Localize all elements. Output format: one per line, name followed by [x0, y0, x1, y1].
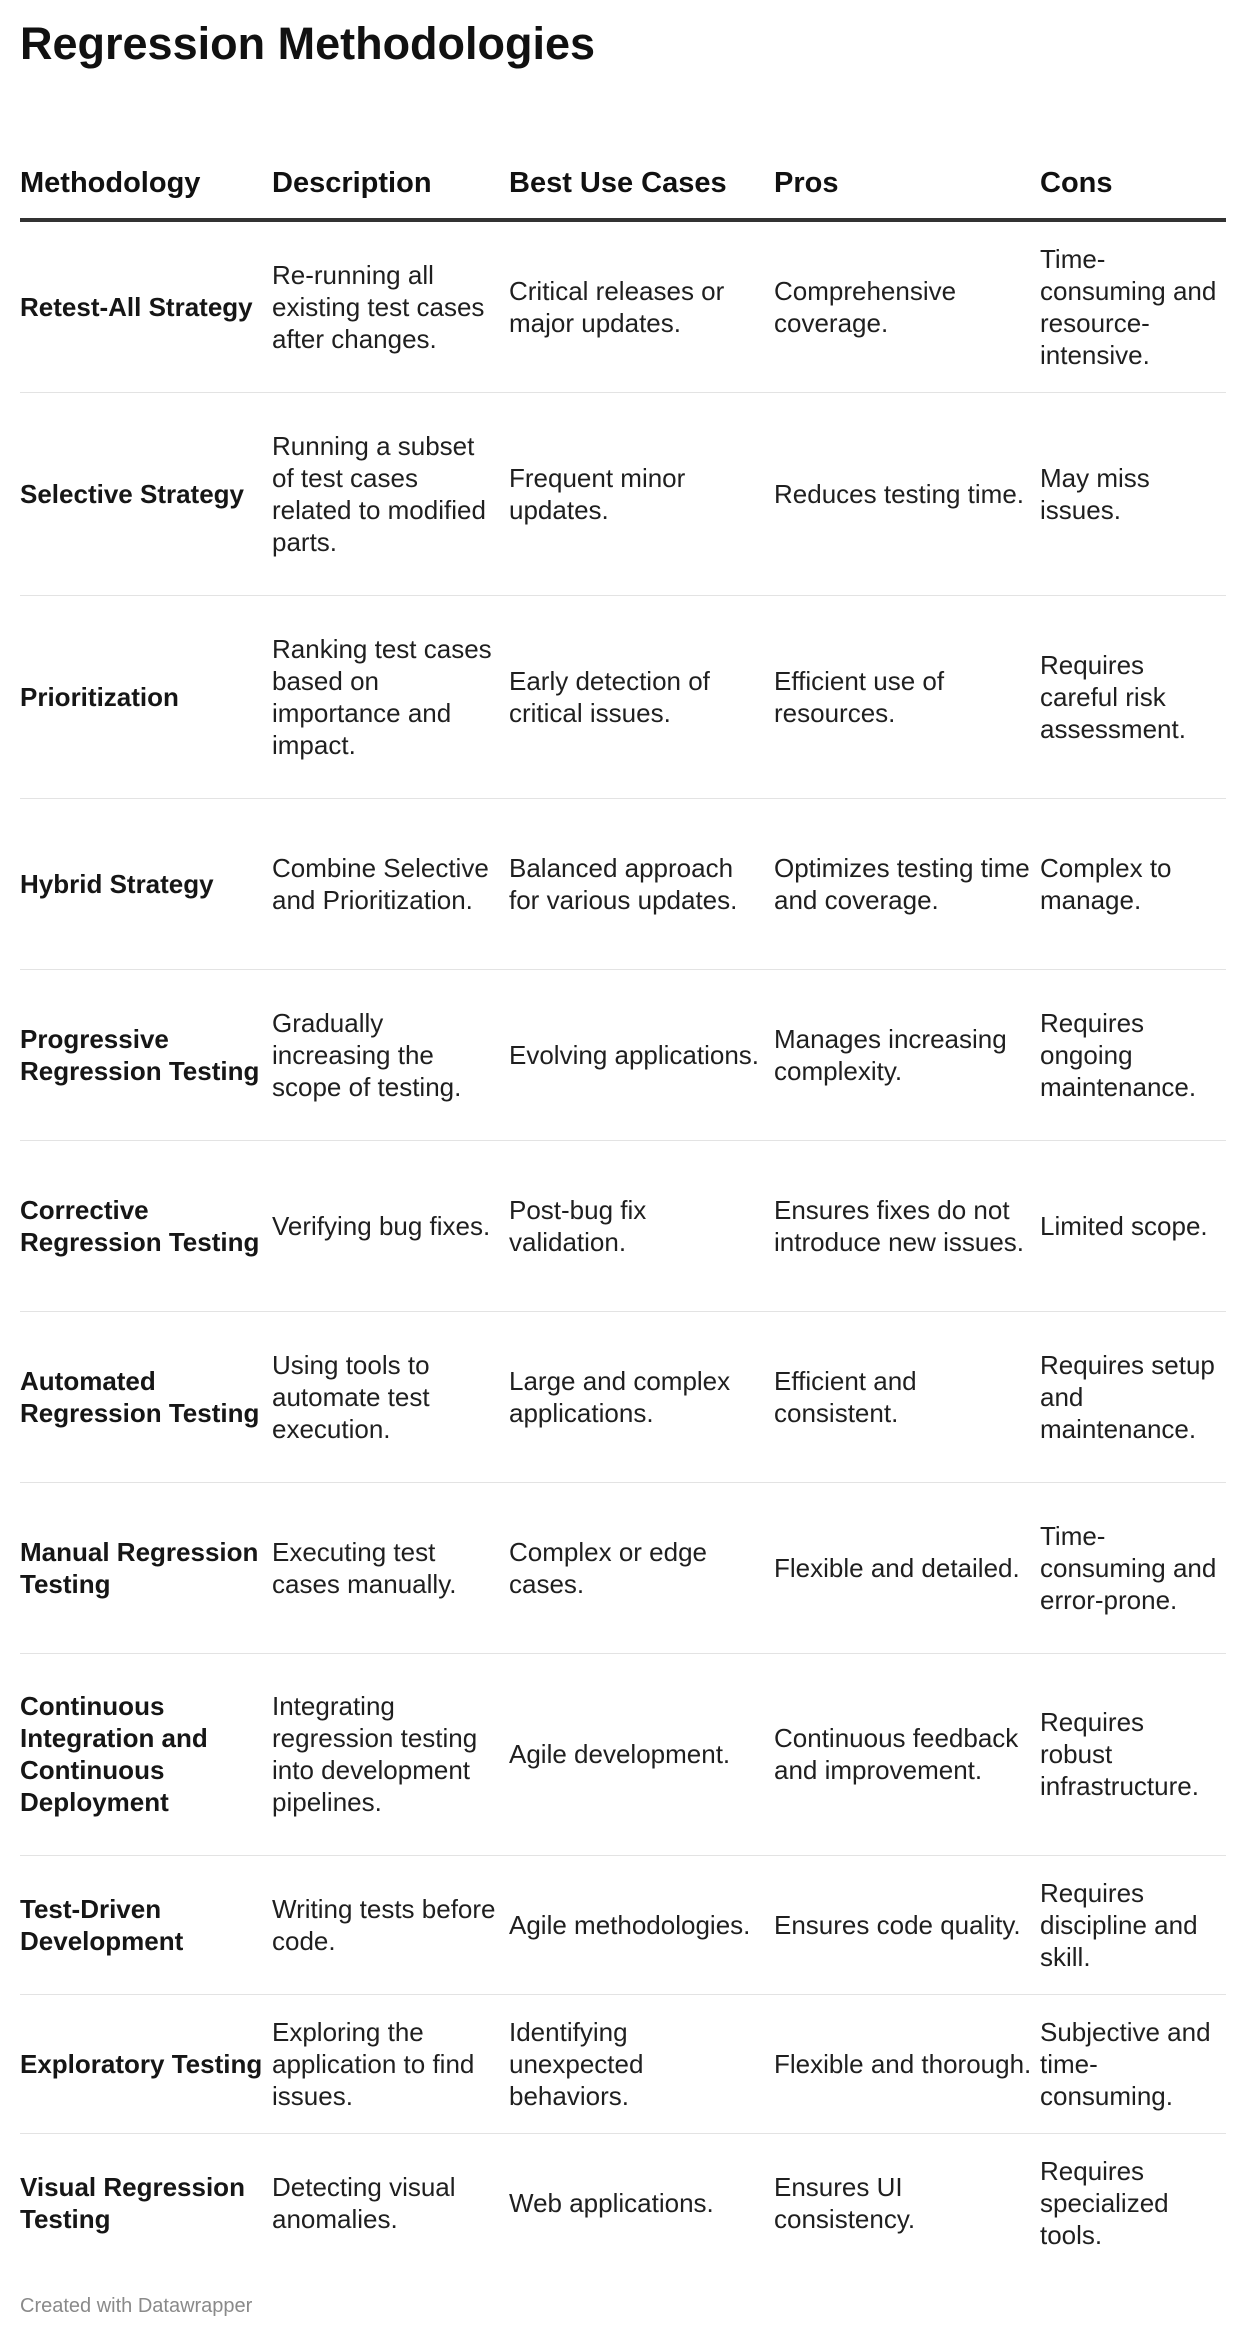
pros-cell: Ensures UI consistency. — [774, 2171, 916, 2234]
cons-cell: Requires ongoing maintenance. — [1040, 969, 1226, 1140]
methodology-cell: Manual Regression Testing — [20, 1482, 272, 1653]
methodology-table — [20, 122, 1226, 2272]
methodology-cell: Hybrid Strategy — [20, 798, 272, 969]
methodology-cell: Continuous Integration and Continuous Deployment — [20, 1653, 272, 1855]
best-use-cases-cell: Complex or edge cases. — [509, 1482, 774, 1653]
description-cell: Integrating regression testing into development pipelines. — [272, 1653, 509, 1855]
cons-cell: Requires specialized tools. — [1040, 2155, 1169, 2250]
description-cell: Detecting visual anomalies. — [272, 2171, 456, 2234]
pros-cell: Continuous feedback and improvement. — [774, 1653, 1040, 1855]
pros-cell: Efficient use of resources. — [774, 595, 1040, 798]
pros-cell: Ensures fixes do not introduce new issues. — [774, 1140, 1040, 1311]
cons-cell: Time-consuming and error-prone. — [1040, 1482, 1226, 1653]
cons-cell: Limited scope. — [1040, 1140, 1226, 1311]
best-use-cases-cell: Identifying unexpected behaviors. — [509, 1994, 774, 2133]
pros-cell: Reduces testing time. — [774, 392, 1040, 595]
methodology-cell: Retest-All Strategy — [20, 220, 272, 392]
best-use-cases-cell: Frequent minor updates. — [509, 392, 774, 595]
methodology-cell: Progressive Regression Testing — [20, 969, 272, 1140]
description-cell: Executing test cases manually. — [272, 1482, 509, 1653]
column-header-best-use-cases: Best Use Cases — [509, 122, 774, 220]
pros-cell: Comprehensive coverage. — [774, 220, 1040, 392]
table-row — [20, 969, 1226, 1140]
description-cell: Combine Selective and Prioritization. — [272, 798, 509, 969]
table-row — [20, 595, 1226, 798]
table-row — [20, 1855, 1226, 1994]
best-use-cases-cell: Large and complex applications. — [509, 1311, 774, 1482]
table-header-row — [20, 122, 1226, 220]
table-row — [20, 392, 1226, 595]
pros-cell: Flexible and thorough. — [774, 1994, 1040, 2133]
cons-cell: Requires robust infrastructure. — [1040, 1653, 1226, 1855]
methodology-cell: Visual Regression Testing — [20, 2171, 245, 2234]
cons-cell: Subjective and time-consuming. — [1040, 1994, 1226, 2133]
pros-cell: Manages increasing complexity. — [774, 969, 1040, 1140]
column-header-methodology: Methodology — [20, 122, 272, 220]
column-header-description: Description — [272, 122, 509, 220]
description-cell: Running a subset of test cases related to modified parts. — [272, 392, 509, 595]
table-row — [20, 1311, 1226, 1482]
cons-cell: Complex to manage. — [1040, 798, 1226, 969]
cons-cell: Time-consuming and resource-intensive. — [1040, 220, 1226, 392]
table-row — [20, 220, 1226, 392]
table-row — [20, 1482, 1226, 1653]
column-header-cons: Cons — [1040, 122, 1226, 220]
description-cell: Exploring the application to find issues. — [272, 1994, 509, 2133]
methodology-cell: Exploratory Testing — [20, 1994, 272, 2133]
cons-cell: Requires careful risk assessment. — [1040, 595, 1226, 798]
description-cell: Gradually increasing the scope of testing. — [272, 969, 509, 1140]
description-cell: Verifying bug fixes. — [272, 1140, 509, 1311]
footer-credit: Created with Datawrapper — [20, 2295, 253, 2317]
methodology-cell: Test-Driven Development — [20, 1855, 272, 1994]
methodology-cell: Automated Regression Testing — [20, 1311, 272, 1482]
best-use-cases-cell: Evolving applications. — [509, 969, 774, 1140]
description-cell: Ranking test cases based on importance and impact. — [272, 595, 509, 798]
best-use-cases-cell: Balanced approach for various updates. — [509, 798, 774, 969]
description-cell: Writing tests before code. — [272, 1855, 509, 1994]
cons-cell: May miss issues. — [1040, 392, 1226, 595]
table-row — [20, 798, 1226, 969]
cons-cell: Requires discipline and skill. — [1040, 1855, 1226, 1994]
page-title: Regression Methodologies — [20, 18, 596, 69]
pros-cell: Flexible and detailed. — [774, 1482, 1040, 1653]
table-row — [20, 1140, 1226, 1311]
best-use-cases-cell: Web applications. — [509, 2187, 714, 2218]
best-use-cases-cell: Agile methodologies. — [509, 1855, 774, 1994]
best-use-cases-cell: Agile development. — [509, 1653, 774, 1855]
best-use-cases-cell: Post-bug fix validation. — [509, 1140, 774, 1311]
pros-cell: Ensures code quality. — [774, 1855, 1040, 1994]
table-row — [20, 2133, 1226, 2272]
cons-cell: Requires setup and maintenance. — [1040, 1311, 1226, 1482]
pros-cell: Optimizes testing time and coverage. — [774, 798, 1040, 969]
methodology-cell: Selective Strategy — [20, 392, 272, 595]
description-cell: Using tools to automate test execution. — [272, 1311, 509, 1482]
best-use-cases-cell: Critical releases or major updates. — [509, 220, 774, 392]
pros-cell: Efficient and consistent. — [774, 1311, 1040, 1482]
best-use-cases-cell: Early detection of critical issues. — [509, 595, 774, 798]
description-cell: Re-running all existing test cases after changes. — [272, 220, 509, 392]
methodology-cell: Prioritization — [20, 595, 272, 798]
table-row — [20, 1653, 1226, 1855]
methodology-cell: Corrective Regression Testing — [20, 1140, 272, 1311]
column-header-pros: Pros — [774, 122, 1040, 220]
table-row — [20, 1994, 1226, 2133]
